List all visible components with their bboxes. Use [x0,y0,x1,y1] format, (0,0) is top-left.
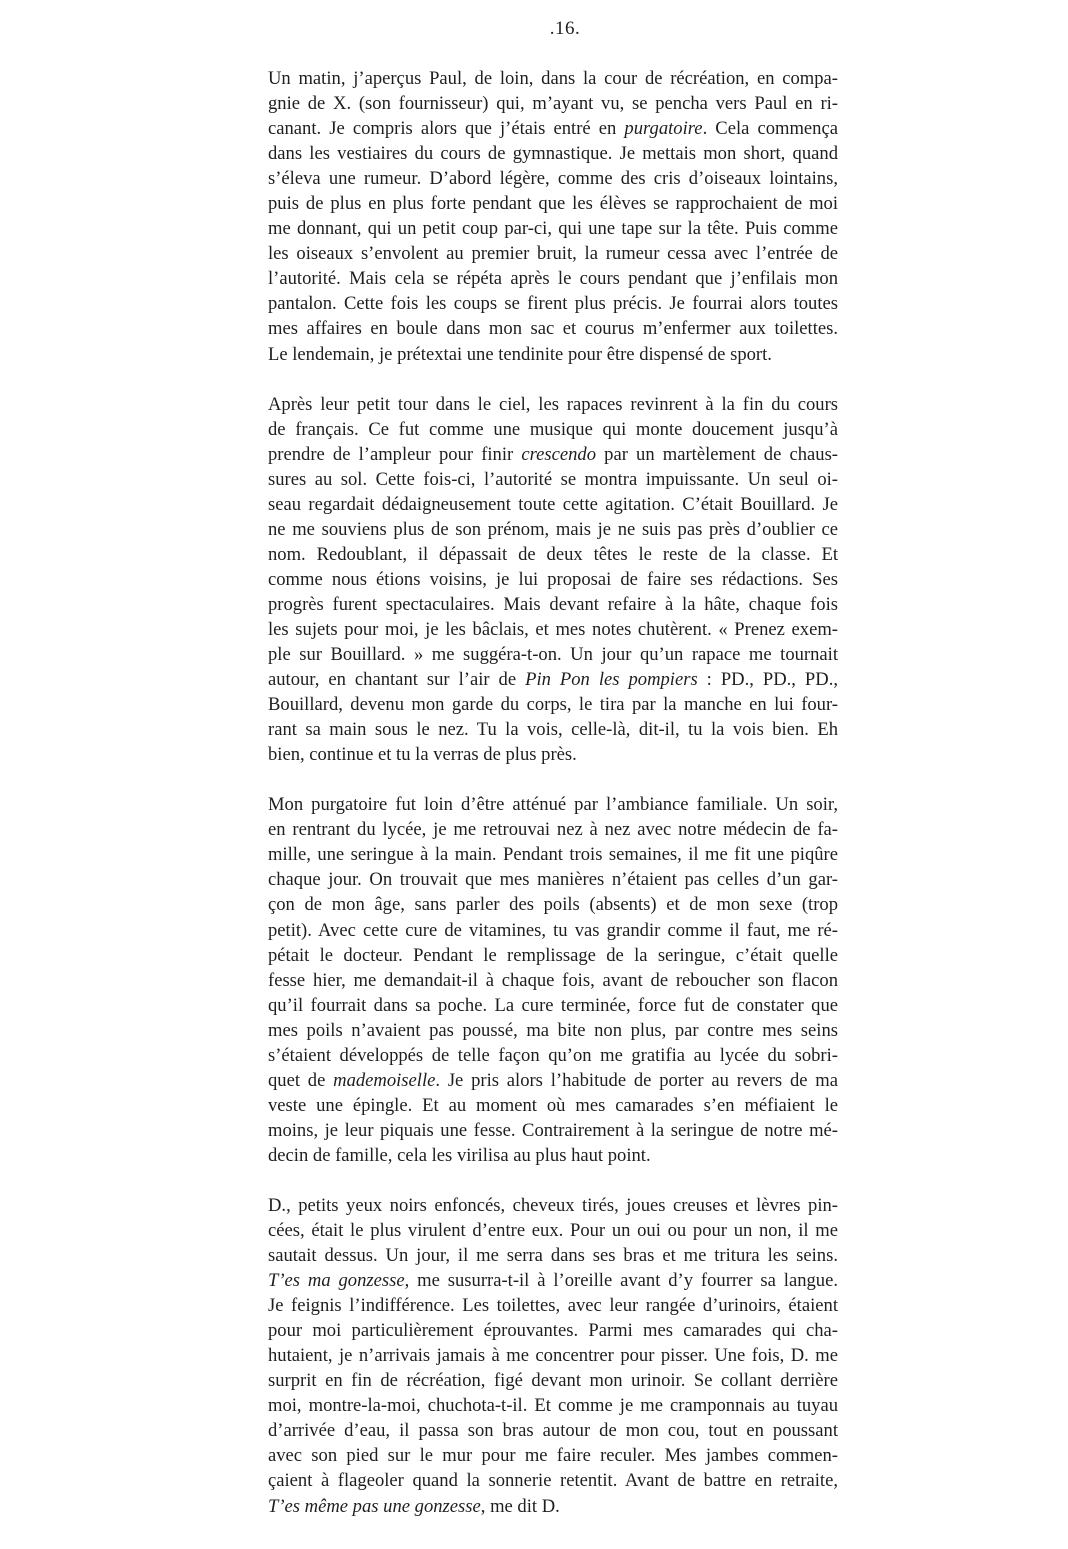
text-line [268,892,838,917]
text-run: : PD., PD., PD., [697,669,838,691]
text-line [268,1268,838,1293]
text-run: s’étaient développés de telle façon qu’on me gratifia au lycée du sobri- [268,1044,838,1066]
text-line [268,291,838,316]
text-line [268,642,838,667]
text-run: prendre de l’ampleur pour finir [268,443,522,465]
text-line [268,442,838,467]
text-run: chaque jour. On trouvait que mes manières n’étaient pas celles d’un gar- [268,869,838,891]
text-run: pantalon. Cette fois les coups se firent plus précis. Je fourrai alors toutes [268,293,838,315]
text-run: en rentrant du lycée, je me retrouvai nez à nez avec notre médecin de fa- [268,819,838,841]
text-run: me donnant, qui un petit coup par-ci, qui une tape sur la tête. Puis comme [268,218,838,240]
text-run: dans les vestiaires du cours de gymnastique. Je mettais mon short, quand [268,143,838,165]
text-line [268,792,838,817]
text-run: s’éleva une rumeur. D’abord légère, comme des cris d’oiseaux lointains, [268,168,838,190]
text-line [268,1468,838,1493]
text-run: pour moi particulièrement éprouvantes. Parmi mes camarades qui cha- [268,1320,838,1342]
text-run: Le lendemain, je prétextai une tendinite pour être dispensé de sport. [268,343,772,365]
text-line [268,692,838,717]
text-line [268,1368,838,1393]
text-line [268,1243,838,1268]
text-run: canant. Je compris alors que j’étais entré en [268,118,625,140]
text-line [268,1218,838,1243]
text-run: d’arrivée d’eau, il passa son bras autour de mon cou, tout en poussant [268,1420,838,1442]
text-run: Mon purgatoire fut loin d’être atténué par l’ambiance familiale. Un soir, [268,794,838,816]
text-line [268,867,838,892]
text-line [268,1318,838,1343]
text-line [268,116,838,141]
text-line [268,617,838,642]
text-line [268,91,838,116]
text-run: nom. Redoublant, il dépassait de deux têtes le reste de la classe. Et [268,543,838,565]
text-line [268,1118,838,1143]
text-line [268,216,838,241]
text-line [268,241,838,266]
text-line [268,842,838,867]
text-run: mes poils n’avaient pas poussé, ma bite non plus, par contre mes seins [268,1019,838,1041]
text-run: bien, continue et tu la verras de plus près. [268,744,577,766]
italic-text: crescendo [521,443,597,465]
text-line [268,166,838,191]
text-line [268,968,838,993]
text-line [268,1068,838,1093]
text-run: çaient à flageoler quand la sonnerie retentit. Avant de battre en retraite, [268,1470,838,1492]
text-run: sures au sol. Cette fois-ci, l’autorité se montra impuissante. Un seul oi- [268,468,838,490]
text-run: Je feignis l’indifférence. Les toilettes, avec leur rangée d’urinoirs, étaient [268,1295,838,1317]
text-line [268,1093,838,1118]
text-run: Un matin, j’aperçus Paul, de loin, dans la cour de récréation, en compa- [268,68,838,89]
text-run: gnie de X. (son fournisseur) qui, m’ayant vu, se pencha vers Paul en ri- [268,93,838,115]
text-line [268,417,838,442]
text-line [268,1494,838,1519]
text-line [268,667,838,692]
text-run: ple sur Bouillard. » me suggéra-t-on. Un jour qu’un rapace me tournait [268,644,838,666]
text-run: ne me souviens plus de son prénom, mais je ne suis pas près d’oublier ce [268,518,838,540]
text-run: mille, une seringue à la main. Pendant trois semaines, il me fit une piqûre [268,844,838,866]
text-line [268,316,838,341]
text-run: les oiseaux s’envolent au premier bruit, la rumeur cessa avec l’entrée de [268,243,838,265]
text-run: D., petits yeux noirs enfoncés, cheveux tirés, joues creuses et lèvres pin- [268,1194,838,1216]
paragraph [268,792,838,1168]
text-run: surprit en fin de récréation, figé devant mon urinoir. Se collant derrière [268,1370,838,1392]
text-line [268,1143,838,1168]
text-run: les sujets pour moi, je les bâclais, et mes notes chutèrent. « Prenez exem- [268,618,838,640]
text-line [268,717,838,742]
paragraph [268,66,838,367]
text-line [268,1343,838,1368]
text-line [268,1393,838,1418]
italic-text: mademoiselle [333,1069,436,1091]
text-line [268,492,838,517]
text-run: pétait le docteur. Pendant le remplissage de la seringue, c’était quelle [268,944,838,966]
text-line [268,542,838,567]
italic-text: purgatoire [624,118,703,140]
text-line [268,467,838,492]
text-run: fesse hier, me demandait-il à chaque fois, avant de reboucher son flacon [268,969,838,991]
text-line [268,1193,838,1218]
text-run: sautait dessus. Un jour, il me serra dans ses bras et me tritura les seins. [268,1245,838,1267]
page-number: .16. [549,18,581,39]
text-run: mes affaires en boule dans mon sac et courus m’enfermer aux toilettes. [268,318,838,340]
text-line [268,817,838,842]
text-run: avec son pied sur le mur pour me faire reculer. Mes jambes commen- [268,1445,838,1467]
text-run: autour, en chantant sur l’air de [268,669,526,691]
text-line [268,266,838,291]
text-run: puis de plus en plus forte pendant que les élèves se rapprochaient de moi [268,193,838,215]
text-line [268,918,838,943]
text-run: Après leur petit tour dans le ciel, les rapaces revinrent à la fin du cours [268,393,838,415]
text-run: seau regardait dédaigneusement toute cette agitation. C’était Bouillard. Je [268,493,838,515]
text-run: moi, montre-la-moi, chuchota-t-il. Et comme je me cramponnais au tuyau [268,1395,838,1417]
text-line [268,592,838,617]
text-line [268,392,838,417]
text-run: . Je pris alors l’habitude de porter au revers de ma [435,1069,838,1091]
text-run: par un martèlement de chaus- [596,443,838,465]
text-line [268,1018,838,1043]
text-run: veste une épingle. Et au moment où mes camarades s’en méfiaient le [268,1094,838,1116]
text-line [268,1443,838,1468]
paragraph [268,1193,838,1519]
text-run: petit). Avec cette cure de vitamines, tu vas grandir comme il faut, me ré- [268,919,838,941]
text-run: , me susurra-t-il à l’oreille avant d’y fourrer sa langue. [404,1270,838,1292]
text-run: rant sa main sous le nez. Tu la vois, celle-là, dit-il, tu la vois bien. Eh [268,719,838,741]
italic-text: T’es même pas une gonzesse [268,1495,481,1517]
paragraph [268,392,838,768]
text-run: hutaient, je n’arrivais jamais à me concentrer pour pisser. Une fois, D. me [268,1345,838,1367]
text-run: , me dit D. [480,1495,560,1517]
text-line [268,1043,838,1068]
text-run: . Cela commença [702,118,838,140]
italic-text: Pin Pon les pompiers [525,669,698,691]
text-line [268,1293,838,1318]
text-line [268,567,838,592]
text-line [268,517,838,542]
text-line [268,342,838,367]
text-line [268,1418,838,1443]
text-run: de français. Ce fut comme une musique qui monte doucement jusqu’à [268,418,838,440]
body-text [268,66,838,1544]
text-run: çon de mon âge, sans parler des poils (absents) et de mon sexe (trop [268,894,838,916]
text-run: comme nous étions voisins, je lui proposai de faire ses rédactions. Ses [268,568,838,590]
text-line [268,66,838,91]
text-line [268,993,838,1018]
text-run: quet de [268,1069,334,1091]
text-run: Bouillard, devenu mon garde du corps, le tira par la manche en lui four- [268,694,838,716]
text-line [268,943,838,968]
text-run: decin de famille, cela les virilisa au plus haut point. [268,1144,651,1166]
italic-text: T’es ma gonzesse [268,1270,405,1292]
text-line [268,742,838,767]
text-run: l’autorité. Mais cela se répéta après le cours pendant que j’enfilais mon [268,268,838,290]
text-run: progrès furent spectaculaires. Mais devant refaire à la hâte, chaque fois [268,593,838,615]
text-run: moins, je leur piquais une fesse. Contrairement à la seringue de notre mé- [268,1119,838,1141]
text-run: qu’il fourrait dans sa poche. La cure terminée, force fut de constater que [268,994,838,1016]
text-run: cées, était le plus virulent d’entre eux. Pour un oui ou pour un non, il me [268,1220,838,1242]
text-line [268,191,838,216]
text-line [268,141,838,166]
